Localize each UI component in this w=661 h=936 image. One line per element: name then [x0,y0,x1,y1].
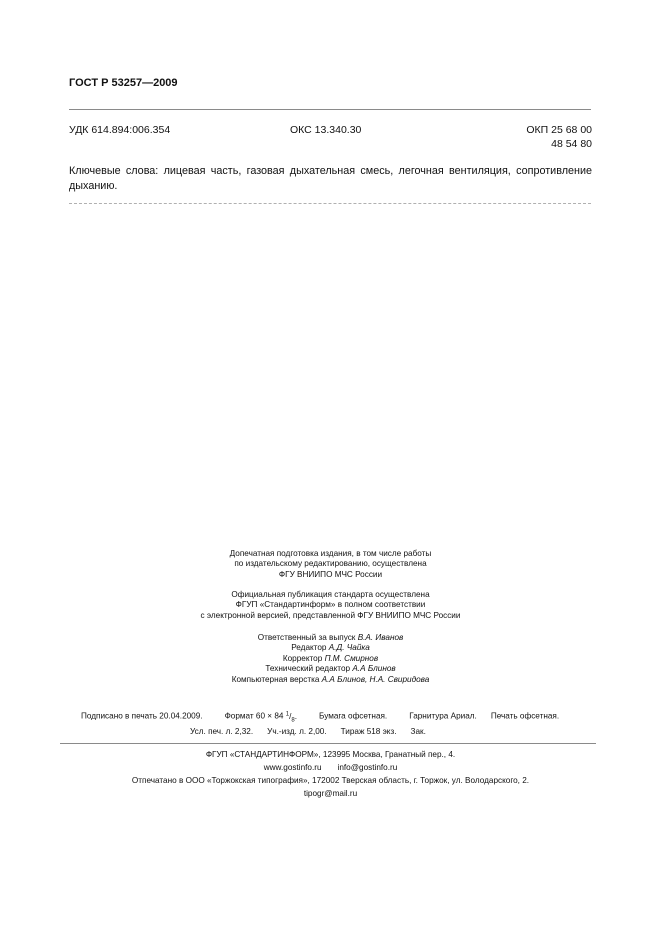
prep-note [0,549,661,580]
official-line: Официальная публикация стандарта осуществлена [231,590,430,599]
credit-line: Корректор П.М. Смирнов [282,653,379,663]
official-line: ФГУП «Стандартинформ» в полном соответствии [235,600,426,610]
publisher-block [0,748,661,800]
credits-block [0,633,661,685]
okp-code-2: 48 54 80 [551,138,592,150]
publisher-website: www.gostinfo.ru [263,763,322,772]
imprint-divider [60,743,596,744]
credit-line: Технический редактор А.А Блинов [265,664,396,674]
publisher-email: info@gostinfo.ru [337,763,398,772]
keywords-line-1: Ключевые слова: лицевая часть, газовая дыхательная смесь, легочная вентиляция, сопротивление [69,165,592,177]
oks-code: ОКС 13.340.30 [290,124,362,136]
keywords-divider [69,203,591,204]
official-line: с электронной версией, представленной ФГУ ВНИИПО МЧС России [200,610,461,620]
printer-info: Отпечатано в ООО «Торжокская типография», 172002 Тверская область, г. Торжок, ул. Володарского, 2. [131,776,530,785]
format-fraction: $^1/_8$. [285,711,297,724]
prep-line: Допечатная подготовка издания, в том числе работы [229,549,432,558]
udk-code: УДК 614.894:006.354 [69,124,171,136]
prep-line: по издательскому редактированию, осуществлена [234,559,427,569]
imprint-line-1: Подписано в печать 20.04.2009. Формат 60 × 84 $^1/_8$. Бумага офсетная. Гарнитура Ариал. Печать офсетная. [81,711,560,724]
prep-line: ФГУ ВНИИПО МЧС России [278,569,383,579]
official-publication-note [0,590,661,621]
standard-designation: ГОСТ Р 53257—2009 [69,77,178,89]
credit-line: Ответственный за выпуск В.А. Иванов [257,633,404,642]
credit-line: Редактор А.Д. Чайка [291,643,370,653]
publisher-address: ФГУП «СТАНДАРТИНФОРМ», 123995 Москва, Гранатный пер., 4. [205,750,456,759]
keywords-paragraph [69,164,592,194]
imprint-line-2: Усл. печ. л. 2,32. Уч.-изд. л. 2,00. Тираж 518 экз. Зак. [190,727,426,736]
header-divider [69,109,591,110]
credit-line: Компьютерная верстка А.А Блинов, Н.А. Свиридова [231,674,430,684]
printer-email: tipogr@mail.ru [303,789,358,798]
publisher-contacts [0,761,661,774]
okp-code-1: ОКП 25 68 00 [526,124,592,136]
keywords-line-2: дыханию. [69,180,118,192]
